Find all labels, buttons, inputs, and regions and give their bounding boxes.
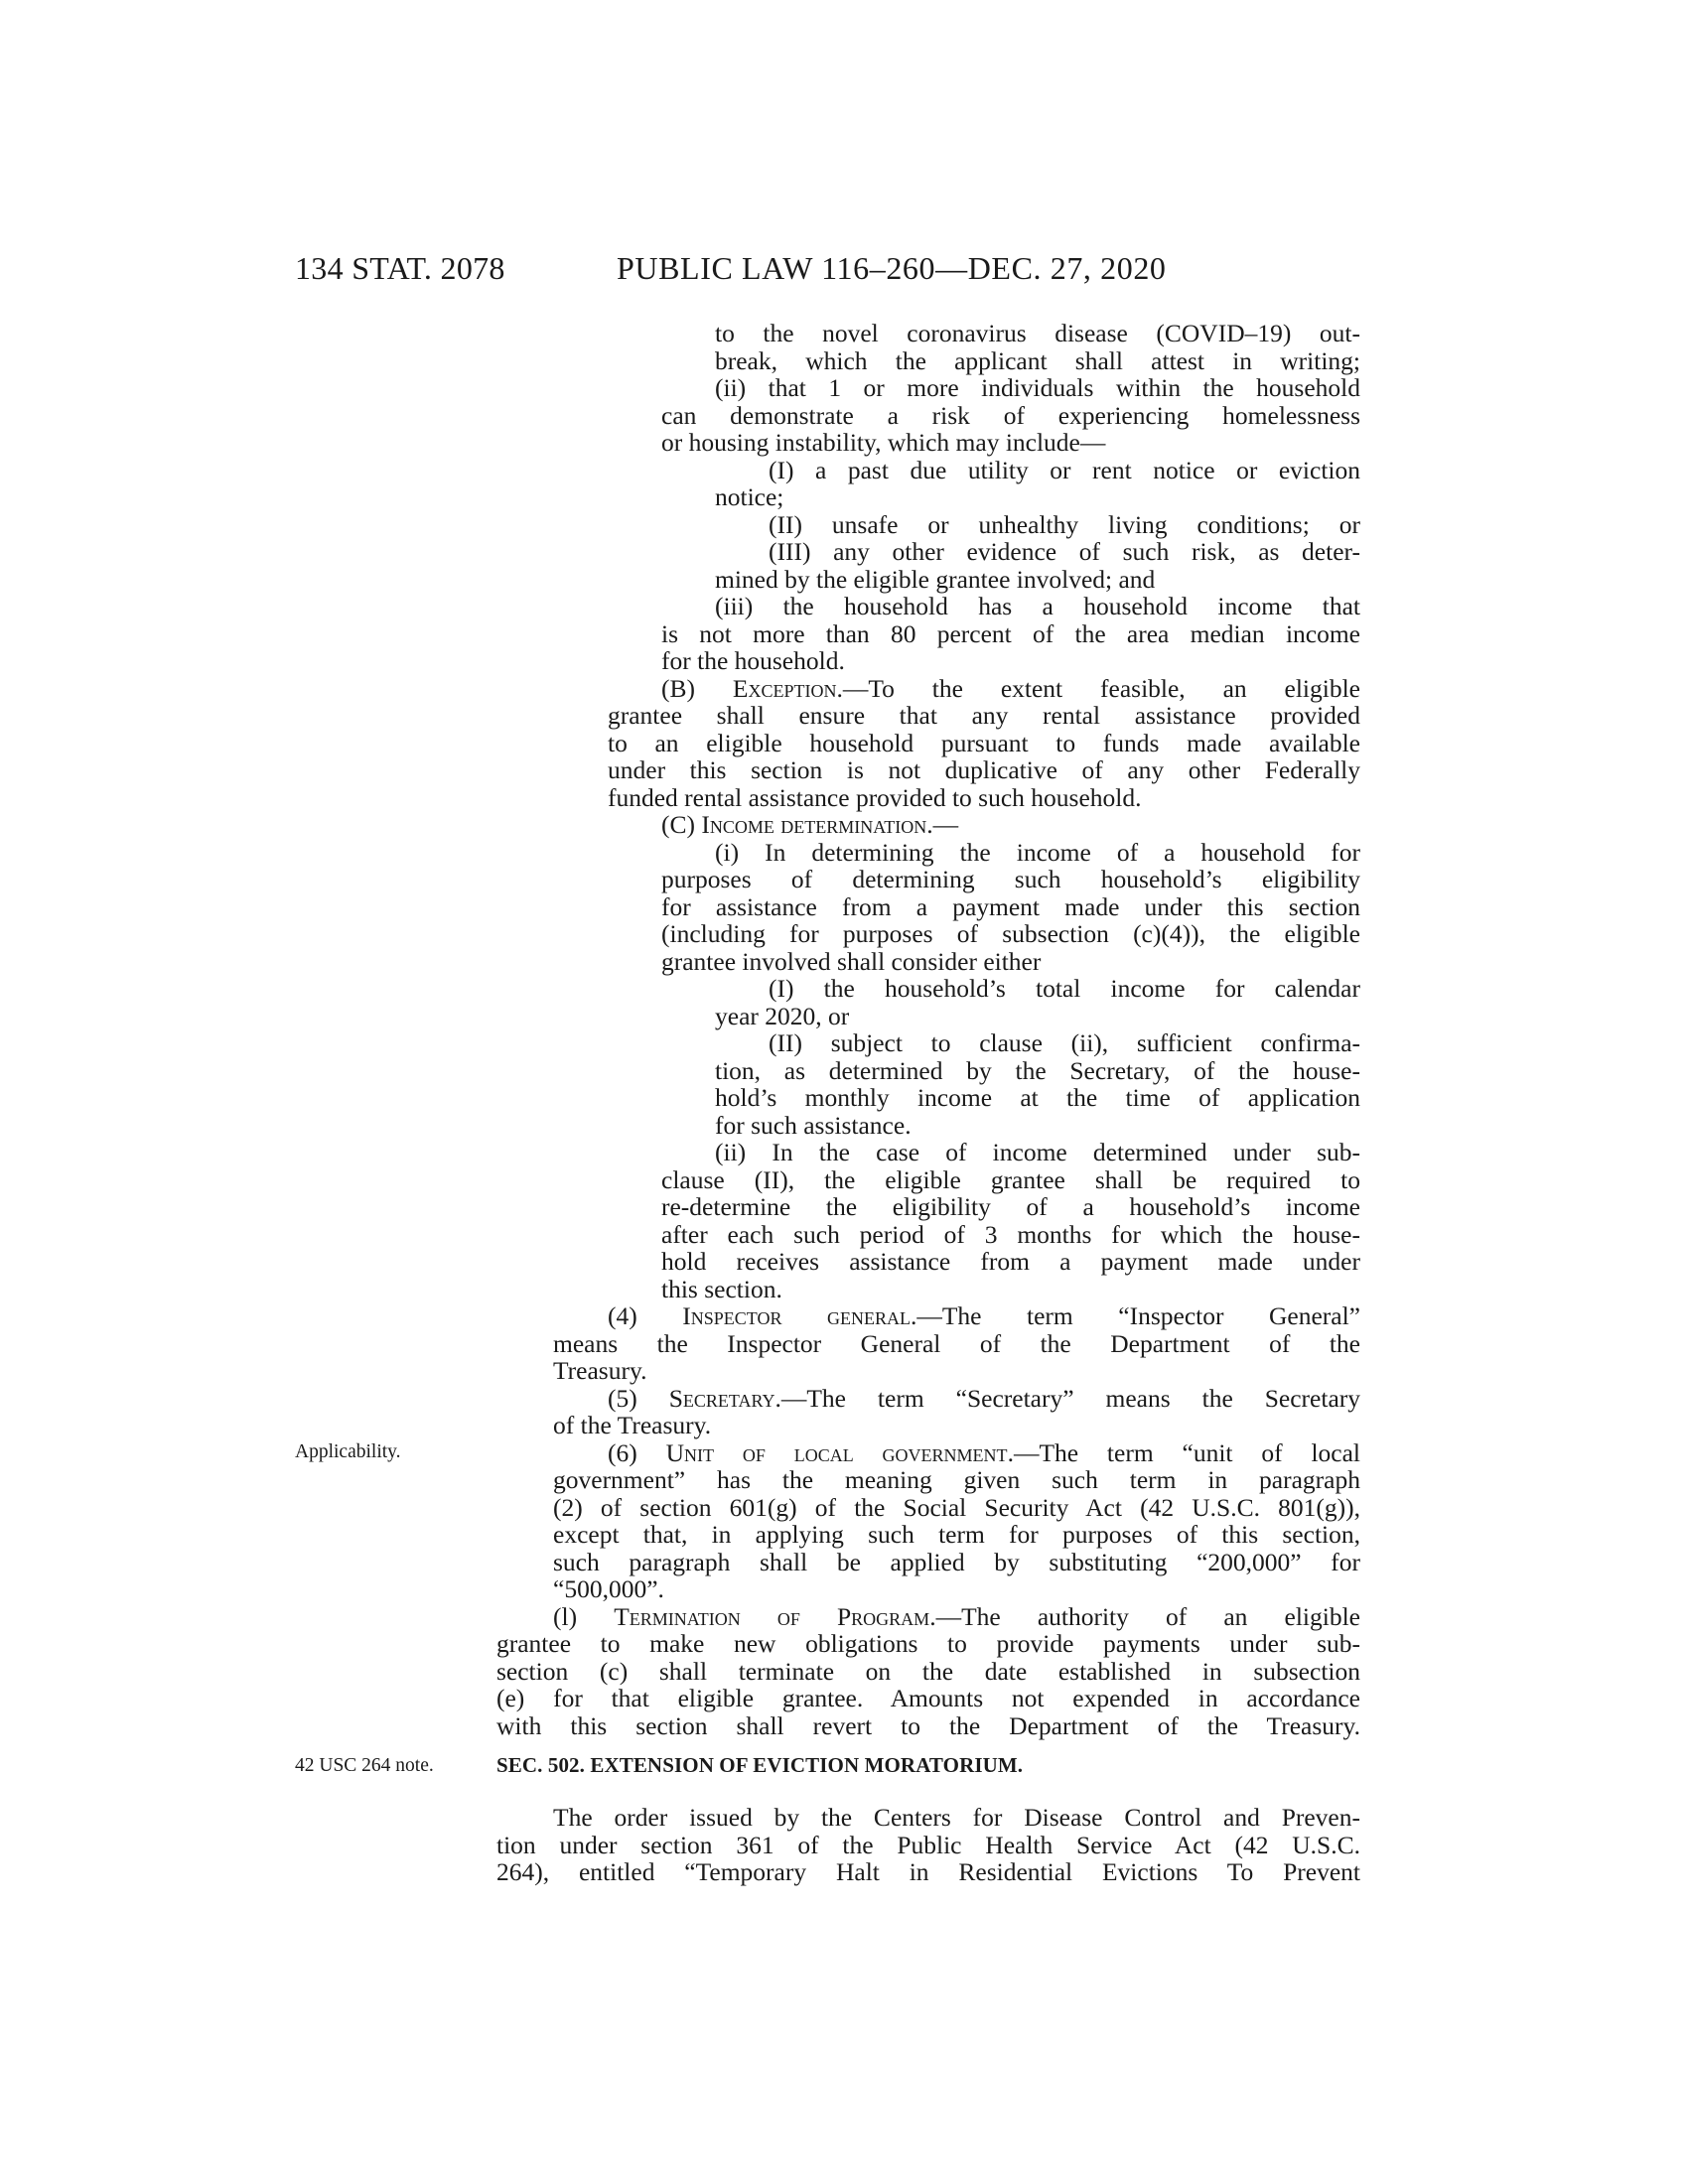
paragraph-5-heading-line: (5) Secretary.—The term “Secretary” means the Secretary bbox=[608, 1384, 1360, 1413]
text-line: (i) In determining the income of a household for bbox=[715, 838, 1360, 867]
text-line: “500,000”. bbox=[553, 1574, 664, 1603]
text-line: grantee shall ensure that any rental assistance provided bbox=[608, 701, 1360, 730]
text-line: for assistance from a payment made under this section bbox=[661, 892, 1360, 921]
text-line: under this section is not duplicative of any other Federally bbox=[608, 755, 1360, 784]
paragraph-6-heading-line: (6) Unit of local government.—The term “unit of local bbox=[608, 1438, 1361, 1467]
text-line: (II) subject to clause (ii), sufficient confirma- bbox=[769, 1028, 1360, 1057]
text-line: this section. bbox=[661, 1275, 782, 1303]
text-line: hold’s monthly income at the time of application bbox=[715, 1083, 1360, 1112]
text-line: (II) unsafe or unhealthy living conditions; or bbox=[769, 510, 1360, 539]
text-line: (I) a past due utility or rent notice or eviction bbox=[769, 456, 1360, 484]
text-line: such paragraph shall be applied by substituting “200,000” for bbox=[553, 1548, 1360, 1576]
text-line: re-determine the eligibility of a household’s income bbox=[661, 1192, 1360, 1221]
margin-note-applicability: Applicability. bbox=[295, 1441, 401, 1462]
termination-of-program-heading: Termination of Program bbox=[614, 1602, 930, 1631]
text-line: is not more than 80 percent of the area median income bbox=[661, 619, 1360, 648]
text-line: government” has the meaning given such term in paragraph bbox=[553, 1465, 1360, 1494]
text-line: (2) of section 601(g) of the Social Security Act (42 U.S.C. 801(g)), bbox=[553, 1493, 1360, 1522]
stat-page-number: 134 STAT. 2078 bbox=[295, 250, 505, 286]
text-line: tion under section 361 of the Public Health Service Act (42 U.S.C. bbox=[496, 1831, 1360, 1859]
text-line: clause (II), the eligible grantee shall be required to bbox=[661, 1165, 1360, 1194]
text-line: funded rental assistance provided to such household. bbox=[608, 783, 1142, 812]
text-line: to an eligible household pursuant to funds made available bbox=[608, 729, 1360, 757]
inspector-general-heading: Inspector general bbox=[682, 1301, 911, 1330]
text-line: with this section shall revert to the Department of the Treasury. bbox=[496, 1711, 1360, 1740]
margin-note-usc-citation: 42 USC 264 note. bbox=[295, 1755, 434, 1776]
paragraph-4-heading-line: (4) Inspector general.—The term “Inspector General” bbox=[608, 1301, 1360, 1330]
unit-of-local-government-heading: Unit of local government bbox=[665, 1438, 1008, 1467]
subparagraph-b-heading-line: (B) Exception.—To the extent feasible, an eligible bbox=[661, 674, 1360, 703]
text-line: tion, as determined by the Secretary, of the house- bbox=[715, 1056, 1360, 1085]
text-line: break, which the applicant shall attest in writing; bbox=[715, 346, 1360, 375]
text-line: (including for purposes of subsection (c)(4)), the eligible bbox=[661, 919, 1360, 948]
text-line: (ii) In the case of income determined under sub- bbox=[715, 1138, 1360, 1166]
text-line: notice; bbox=[715, 482, 784, 511]
text-line: grantee to make new obligations to provide payments under sub- bbox=[496, 1629, 1360, 1658]
text-line: means the Inspector General of the Department of the bbox=[553, 1329, 1360, 1358]
text-line: section (c) shall terminate on the date established in subsection bbox=[496, 1657, 1360, 1686]
income-determination-heading: Income determination bbox=[701, 810, 927, 839]
text-line: grantee involved shall consider either bbox=[661, 947, 1042, 976]
text-line: (iii) the household has a household income that bbox=[715, 592, 1360, 620]
text-line: for such assistance. bbox=[715, 1111, 912, 1140]
text-line: for the household. bbox=[661, 646, 845, 675]
text-line: purposes of determining such household’s eligibility bbox=[661, 865, 1360, 893]
text-line: or housing instability, which may include— bbox=[661, 428, 1106, 457]
text-line: (e) for that eligible grantee. Amounts not expended in accordance bbox=[496, 1684, 1360, 1712]
text-line: (III) any other evidence of such risk, as deter- bbox=[769, 537, 1360, 566]
secretary-heading: Secretary bbox=[668, 1384, 775, 1413]
text-line: Treasury. bbox=[553, 1356, 647, 1385]
subparagraph-c-heading-line: (C) Income determination.— bbox=[661, 810, 959, 839]
text-line: (ii) that 1 or more individuals within the household bbox=[715, 373, 1360, 402]
text-line: (I) the household’s total income for calendar bbox=[769, 974, 1360, 1003]
text-line: to the novel coronavirus disease (COVID–19) out- bbox=[715, 319, 1360, 347]
text-line: The order issued by the Centers for Disease Control and Preven- bbox=[553, 1803, 1360, 1832]
public-law-title: PUBLIC LAW 116–260—DEC. 27, 2020 bbox=[617, 250, 1167, 286]
text-line: mined by the eligible grantee involved; and bbox=[715, 565, 1156, 594]
text-line: 264), entitled “Temporary Halt in Residential Evictions To Prevent bbox=[496, 1857, 1360, 1886]
text-line: after each such period of 3 months for which the house- bbox=[661, 1220, 1360, 1249]
text-line: except that, in applying such term for purposes of this section, bbox=[553, 1520, 1360, 1549]
text-line: hold receives assistance from a payment made under bbox=[661, 1247, 1360, 1276]
subsection-l-heading-line: (l) Termination of Program.—The authority of an eligible bbox=[553, 1602, 1360, 1631]
text-line: year 2020, or bbox=[715, 1002, 850, 1030]
text-line: can demonstrate a risk of experiencing homelessness bbox=[661, 401, 1360, 430]
text-line: of the Treasury. bbox=[553, 1411, 712, 1439]
exception-heading: Exception bbox=[732, 674, 837, 703]
section-502-heading: SEC. 502. EXTENSION OF EVICTION MORATORIUM. bbox=[496, 1753, 1024, 1777]
